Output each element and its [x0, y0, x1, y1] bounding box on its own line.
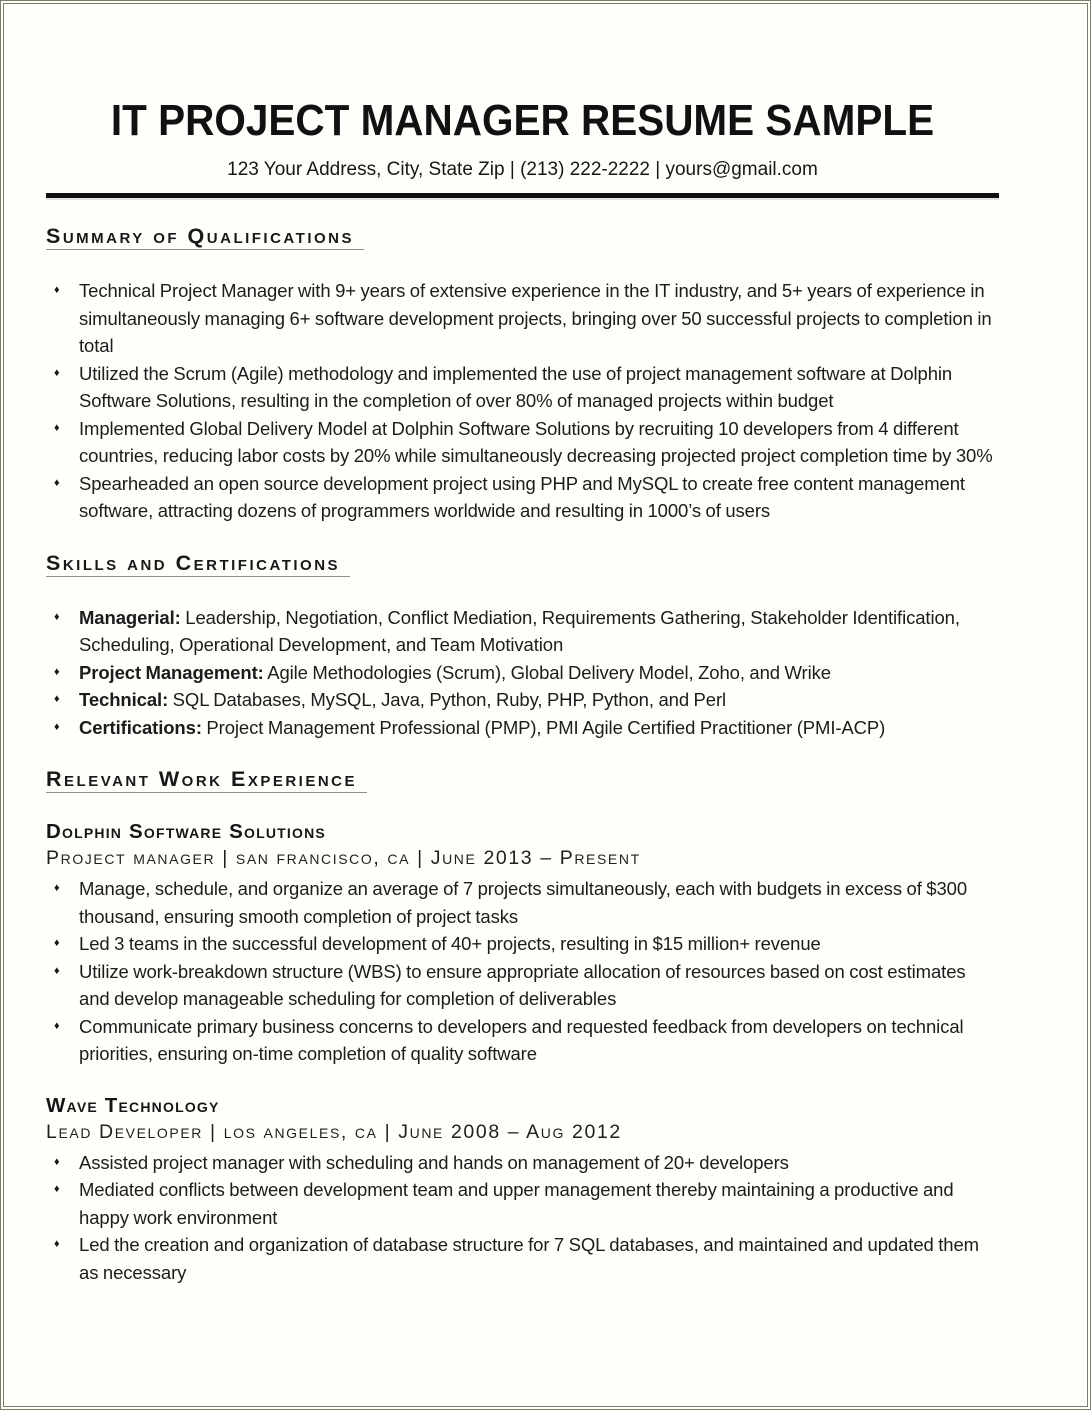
bullet-text: Technical Project Manager with 9+ years of extensive experience in the IT industry, and 5+ years of experience in simultaneously managing 6+ software development projects, bringing over 50 successful projects to completion in total: [79, 280, 992, 357]
summary-bullet: [46, 415, 999, 470]
summary-bullet: [46, 470, 999, 525]
section-summary: [46, 224, 999, 525]
summary-bullet: [46, 360, 999, 415]
summary-bullet-list: [46, 277, 999, 525]
skills-bullet-list: [46, 604, 999, 742]
section-experience: [46, 767, 999, 1286]
bullet-text: [79, 689, 726, 710]
summary-bullet: [46, 277, 999, 360]
skills-heading-text: Skills and Certifications: [46, 551, 350, 577]
bullet-text: Mediated conflicts between development team and upper management thereby maintaining a productive and happy work environment: [79, 1179, 954, 1228]
diamond-bullet-icon: ♦: [54, 610, 60, 623]
diamond-bullet-icon: ♦: [54, 964, 60, 977]
experience-heading-text: Relevant Work Experience: [46, 767, 367, 793]
company-name: Dolphin Software Solutions: [46, 820, 326, 844]
skill-category-value: Leadership, Negotiation, Conflict Mediation, Requirements Gathering, Stakeholder Identification, Scheduling, Operational Development, and Team Motivation: [79, 606, 960, 656]
contact-line: 123 Your Address, City, State Zip | (213) 222-2222 | yours@gmail.com: [227, 159, 818, 181]
skill-category-value: SQL Databases, MySQL, Java, Python, Ruby, PHP, Python, and Perl: [168, 689, 727, 711]
job-bullet-list: [46, 875, 999, 1068]
bullet-text: Utilize work-breakdown structure (WBS) to ensure appropriate allocation of resources based on cost estimates and develop manageable scheduling for completion of deliverables: [79, 960, 966, 1010]
bullet-text: Manage, schedule, and organize an average of 7 projects simultaneously, each with budgets in excess of $300 thousand, ensuring smooth completion of project tasks: [79, 878, 968, 927]
diamond-bullet-icon: ♦: [54, 1019, 60, 1032]
skills-bullet: [46, 686, 999, 714]
skills-bullet: [46, 714, 999, 742]
skill-category-label: Managerial:: [79, 606, 181, 628]
diamond-bullet-icon: ♦: [54, 937, 60, 950]
job-entry-wave: [46, 1094, 999, 1287]
section-skills: [46, 551, 999, 742]
skills-heading: [46, 551, 999, 576]
diamond-bullet-icon: ♦: [54, 284, 60, 297]
skills-bullet: [46, 604, 999, 659]
skill-category-label: Project Management:: [79, 661, 264, 683]
job-bullet: [46, 1176, 999, 1231]
bullet-text: Spearheaded an open source development project using PHP and MySQL to create free content management software, attracting dozens of programmers worldwide and resulting in 1000’s of users: [79, 472, 965, 522]
diamond-bullet-icon: ♦: [54, 882, 60, 895]
bullet-text: Assisted project manager with scheduling and hands on management of 20+ developers: [79, 1151, 789, 1173]
job-bullet: [46, 1231, 999, 1286]
bullet-text: Led 3 teams in the successful development of 40+ projects, resulting in $15 million+ revenue: [79, 933, 821, 955]
diamond-bullet-icon: ♦: [54, 720, 60, 733]
bullet-text: [79, 607, 960, 656]
bullet-text: Implemented Global Delivery Model at Dolphin Software Solutions by recruiting 10 developers from 4 different countries, reducing labor costs by 20% while simultaneously decreasing projected project completion time by 30%: [79, 417, 993, 467]
skill-category-value: Project Management Professional (PMP), PMI Agile Certified Practitioner (PMI-ACP): [201, 716, 886, 738]
skill-category-label: Technical:: [79, 689, 169, 711]
diamond-bullet-icon: ♦: [54, 693, 60, 706]
skill-category-value: Agile Methodologies (Scrum), Global Delivery Model, Zoho, and Wrike: [263, 661, 831, 683]
bullet-text: Led the creation and organization of database structure for 7 SQL databases, and maintained and updated them as necessary: [79, 1234, 979, 1283]
diamond-bullet-icon: ♦: [54, 1238, 60, 1251]
resume-content: [4, 4, 1087, 1286]
diamond-bullet-icon: ♦: [54, 1155, 60, 1168]
header-divider: [46, 193, 999, 198]
job-bullet: [46, 930, 999, 958]
job-title-line: Project manager | san francisco, ca | June 2013 – Present: [46, 847, 641, 870]
diamond-bullet-icon: ♦: [54, 665, 60, 678]
diamond-bullet-icon: ♦: [54, 421, 60, 434]
job-bullet: [46, 1013, 999, 1068]
skill-category-label: Certifications:: [79, 716, 202, 738]
job-bullet: [46, 958, 999, 1013]
diamond-bullet-icon: ♦: [54, 366, 60, 379]
bullet-text: Communicate primary business concerns to developers and requested feedback from developers on technical priorities, ensuring on-time completion of quality software: [79, 1015, 964, 1065]
job-bullet: [46, 1149, 999, 1177]
bullet-text: Utilized the Scrum (Agile) methodology and implemented the use of project management software at Dolphin Software Solutions, resulting in the completion of over 80% of managed projects within budget: [79, 362, 953, 412]
summary-heading: [46, 224, 999, 249]
diamond-bullet-icon: ♦: [54, 476, 60, 489]
experience-heading: [46, 767, 999, 792]
job-title-line: Lead Developer | los angeles, ca | June 2008 – Aug 2012: [46, 1120, 622, 1143]
company-name: Wave Technology: [46, 1093, 220, 1117]
job-bullet: [46, 875, 999, 930]
diamond-bullet-icon: ♦: [54, 1183, 60, 1196]
bullet-text: [79, 662, 831, 683]
summary-heading-text: Summary of Qualifications: [46, 224, 364, 250]
skills-bullet: [46, 659, 999, 687]
page-title: IT PROJECT MANAGER RESUME SAMPLE: [110, 96, 935, 145]
job-bullet-list: [46, 1149, 999, 1287]
bullet-text: [79, 717, 885, 738]
job-entry-dolphin: [46, 820, 999, 1068]
